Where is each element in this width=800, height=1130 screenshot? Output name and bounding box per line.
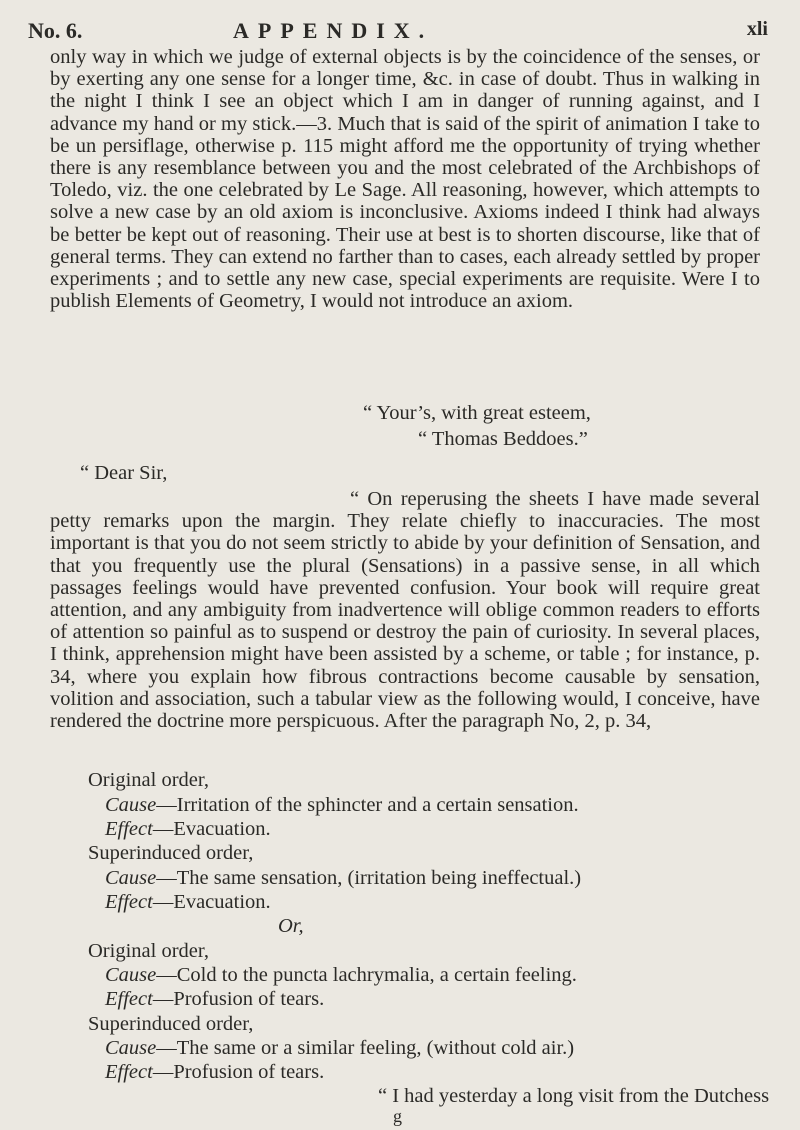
signoff-line-2: “ Thomas Beddoes.” xyxy=(418,428,588,450)
scheme-or: Or, xyxy=(278,915,304,937)
effect-label: Effect xyxy=(105,988,153,1010)
paragraph-reperusing: “ On reperusing the sheets I have made several petty remarks upon the margin. They relate chiefly to inaccuracies. The most important is that you do not seem strictly to abide by your definition of Sensation, and that you frequently use the plural (Sensations) in a passive sense, in all which passages feelings would have prevented confusion. Your book will require great attention, and any ambiguity from inadvertence will oblige common readers to efforts of attention so painful as to suspend or destroy the pain of curiosity. In several places, I think, apprehension might have been assisted by a scheme, or table ; for instance, p. 34, where you explain how fibrous contractions become causable by sensation, volition and association, such a tabular view as the following would, I conceive, have rendered the doctrine more perspicuous. After the paragraph No, 2, p. 34, xyxy=(50,488,760,733)
effect-text: —Profusion of tears. xyxy=(152,1061,325,1083)
paragraph-axioms: only way in which we judge of external objects is by the coincidence of the senses, or by exerting any one sense for a longer time, &c. in case of doubt. Thus in walking in the night I think I see an object which I am in danger of running against, and I advance my hand or my stick.—3. Much that is said of the spirit of animation I take to be un persiflage, otherwise p. 115 might afford me the opportunity of trying whether there is any resemblance between you and the most celebrated of the Archbishops of Toledo, viz. the one celebrated by Le Sage. All reasoning, however, which attempts to solve a new case by an old axiom is inconclusive. Axioms indeed I think had always be better be kept out of reasoning. Their use at best is to shorten discourse, like that of general terms. They can extend no farther than to cases, each already settled by proper experiments ; and to settle any new case, special experiments are requisite. Were I to publish Elements of Geometry, I would not introduce an axiom. xyxy=(50,46,760,313)
effect-text: —Profusion of tears. xyxy=(152,988,325,1010)
scheme-cause-2 xyxy=(105,867,581,890)
cause-label: Cause xyxy=(105,1037,157,1059)
scheme-effect-1 xyxy=(105,818,271,841)
salutation: “ Dear Sir, xyxy=(80,462,168,484)
scheme-effect-3 xyxy=(105,988,324,1011)
scheme-cause-1 xyxy=(105,794,579,817)
cause-text: —The same sensation, (irritation being ineffectual.) xyxy=(156,867,582,889)
scheme-effect-2 xyxy=(105,891,271,914)
scheme-effect-4 xyxy=(105,1061,324,1084)
appendix-title: APPENDIX. xyxy=(233,18,434,43)
section-number: No. 6. xyxy=(28,18,83,43)
scheme-original-order-2: Original order, xyxy=(88,940,209,962)
signoff-line-1: “ Your’s, with great esteem, xyxy=(363,402,591,424)
cause-text: —Irritation of the sphincter and a certain sensation. xyxy=(156,794,579,816)
cause-label: Cause xyxy=(105,794,157,816)
letter-continuation: “ I had yesterday a long visit from the Dutchess xyxy=(378,1085,770,1107)
effect-label: Effect xyxy=(105,1061,153,1083)
cause-label: Cause xyxy=(105,867,157,889)
cause-text: —Cold to the puncta lachrymalia, a certain feeling. xyxy=(156,964,577,986)
effect-label: Effect xyxy=(105,818,153,840)
cause-label: Cause xyxy=(105,964,157,986)
running-head xyxy=(28,14,768,44)
effect-text: —Evacuation. xyxy=(152,818,271,840)
signature-mark: g xyxy=(393,1106,402,1126)
scheme-superinduced-1: Superinduced order, xyxy=(88,842,254,864)
scheme-cause-3 xyxy=(105,964,577,987)
scheme-original-order-1: Original order, xyxy=(88,769,209,791)
cause-text: —The same or a similar feeling, (without cold air.) xyxy=(156,1037,575,1059)
effect-label: Effect xyxy=(105,891,153,913)
effect-text: —Evacuation. xyxy=(152,891,271,913)
scheme-cause-4 xyxy=(105,1037,574,1060)
scheme-superinduced-2: Superinduced order, xyxy=(88,1013,254,1035)
page-number: xli xyxy=(746,18,768,40)
